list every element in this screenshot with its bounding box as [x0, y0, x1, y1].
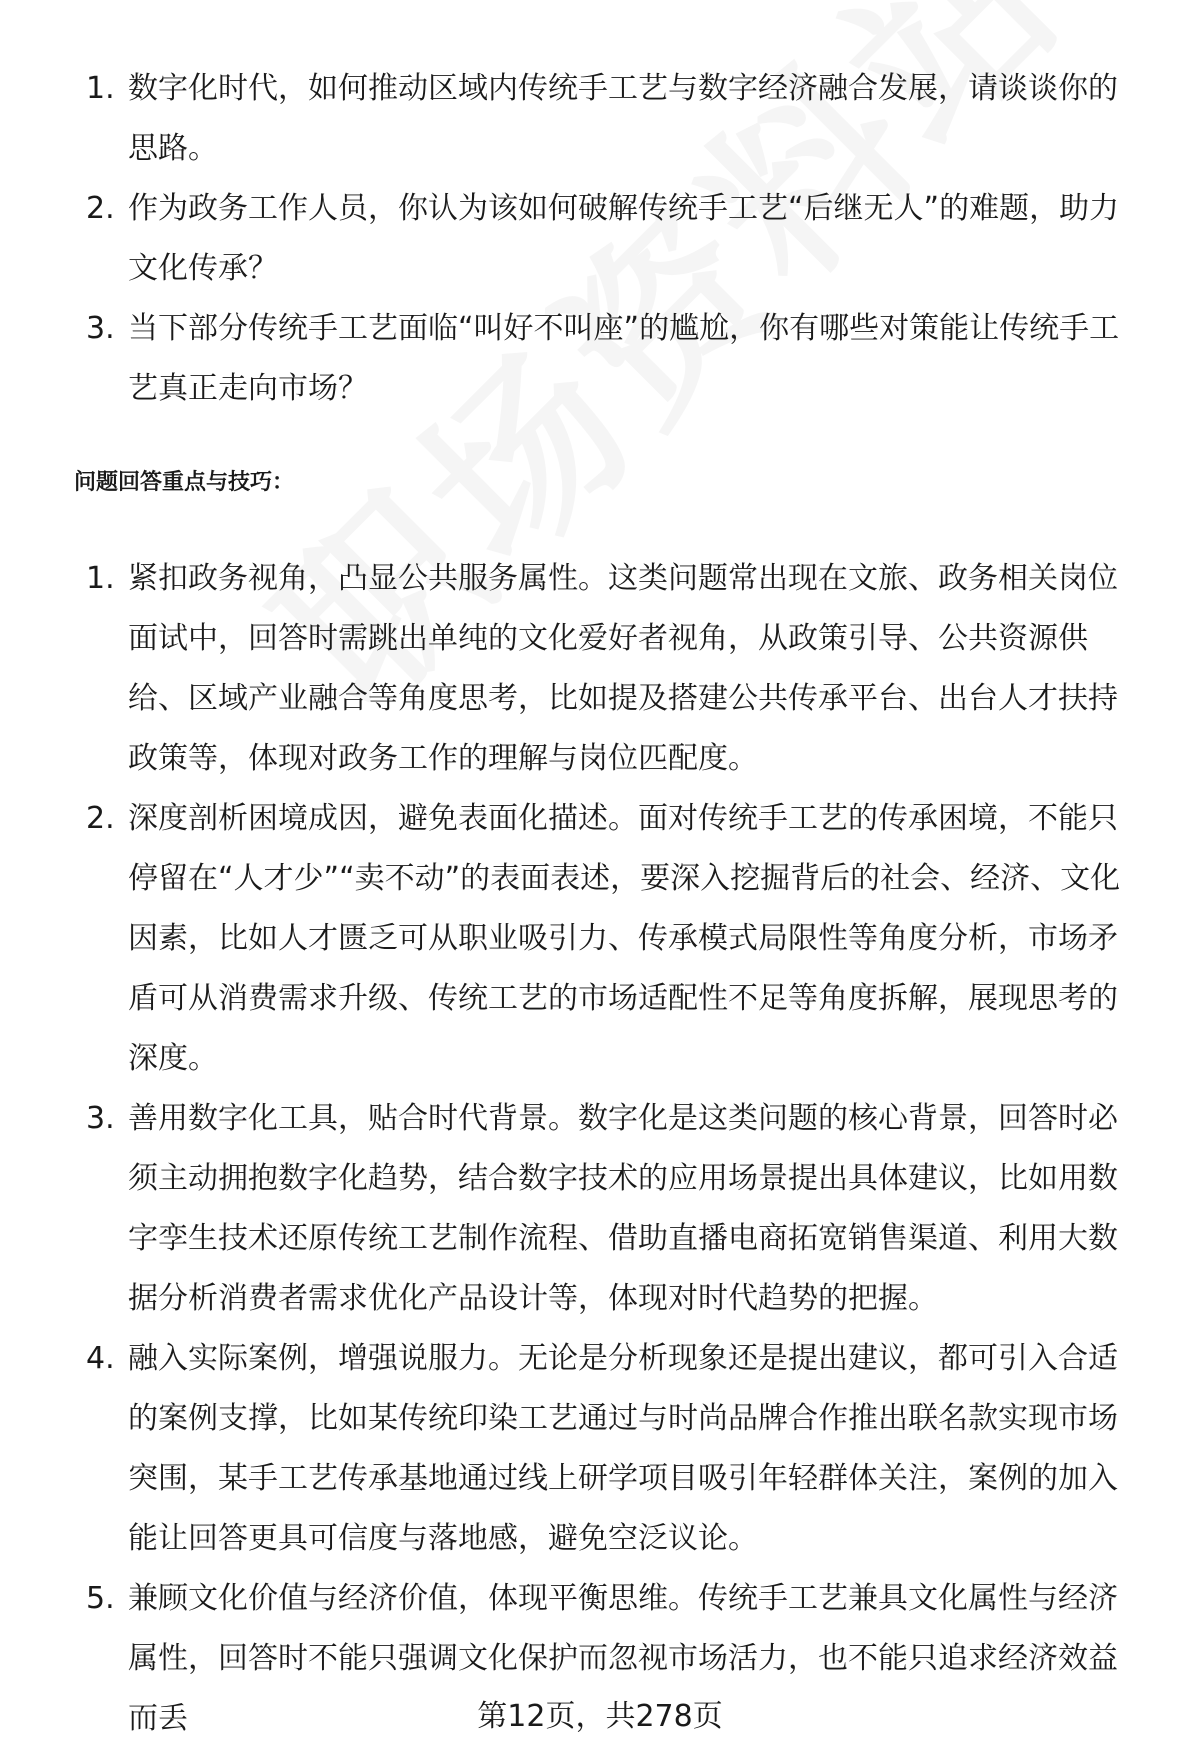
tips-list [0, 549, 1200, 1749]
list-number: 3. [86, 1101, 115, 1136]
list-number: 5. [86, 1581, 115, 1616]
list-number: 3. [86, 311, 115, 346]
page-footer: 第12页，共278页 [477, 1699, 723, 1734]
tip-item [0, 1329, 1200, 1569]
question-text: 当下部分传统手工艺面临“叫好不叫座”的尴尬，你有哪些对策能让传统手工艺真正走向市场？ [128, 311, 1120, 406]
tip-item [0, 1089, 1200, 1329]
question-item [0, 59, 1200, 179]
question-text: 数字化时代，如何推动区域内传统手工艺与数字经济融合发展，请谈谈你的思路。 [128, 71, 1118, 166]
tip-text: 融入实际案例，增强说服力。无论是分析现象还是提出建议，都可引入合适的案例支撑，比如某传统印染工艺通过与时尚品牌合作推出联名款实现市场突围，某手工艺传承基地通过线上研学项目吸引年轻群体关注，案例的加入能让回答更具可信度与落地感，避免空泛议论。 [128, 1341, 1118, 1556]
tip-text: 紧扣政务视角，凸显公共服务属性。这类问题常出现在文旅、政务相关岗位面试中，回答时需跳出单纯的文化爱好者视角，从政策引导、公共资源供给、区域产业融合等角度思考，比如提及搭建公共传承平台、出台人才扶持政策等，体现对政务工作的理解与岗位匹配度。 [128, 561, 1118, 776]
question-item [0, 299, 1200, 419]
question-list [0, 59, 1200, 419]
tip-text: 深度剖析困境成因，避免表面化描述。面对传统手工艺的传承困境，不能只停留在“人才少”“卖不动”的表面表述，要深入挖掘背后的社会、经济、文化因素，比如人才匮乏可从职业吸引力、传承模式局限性等角度分析，市场矛盾可从消费需求升级、传统工艺的市场适配性不足等角度拆解，展现思考的深度。 [128, 801, 1121, 1076]
list-number: 1. [86, 71, 115, 106]
tip-item [0, 789, 1200, 1089]
section-title: 问题回答重点与技巧： [74, 470, 295, 495]
tip-text: 善用数字化工具，贴合时代背景。数字化是这类问题的核心背景，回答时必须主动拥抱数字化趋势，结合数字技术的应用场景提出具体建议，比如用数字孪生技术还原传统工艺制作流程、借助直播电商拓宽销售渠道、利用大数据分析消费者需求优化产品设计等，体现对时代趋势的把握。 [128, 1101, 1118, 1316]
list-number: 1. [86, 561, 115, 596]
tip-text: 兼顾文化价值与经济价值，体现平衡思维。传统手工艺兼具文化属性与经济属性，回答时不能只强调文化保护而忽视市场活力，也不能只追求经济效益而丢 [128, 1581, 1118, 1736]
list-number: 4. [86, 1341, 115, 1376]
list-number: 2. [86, 191, 115, 226]
question-item [0, 179, 1200, 299]
list-number: 2. [86, 801, 115, 836]
question-text: 作为政务工作人员，你认为该如何破解传统手工艺“后继无人”的难题，助力文化传承？ [128, 191, 1120, 286]
tip-item [0, 549, 1200, 789]
